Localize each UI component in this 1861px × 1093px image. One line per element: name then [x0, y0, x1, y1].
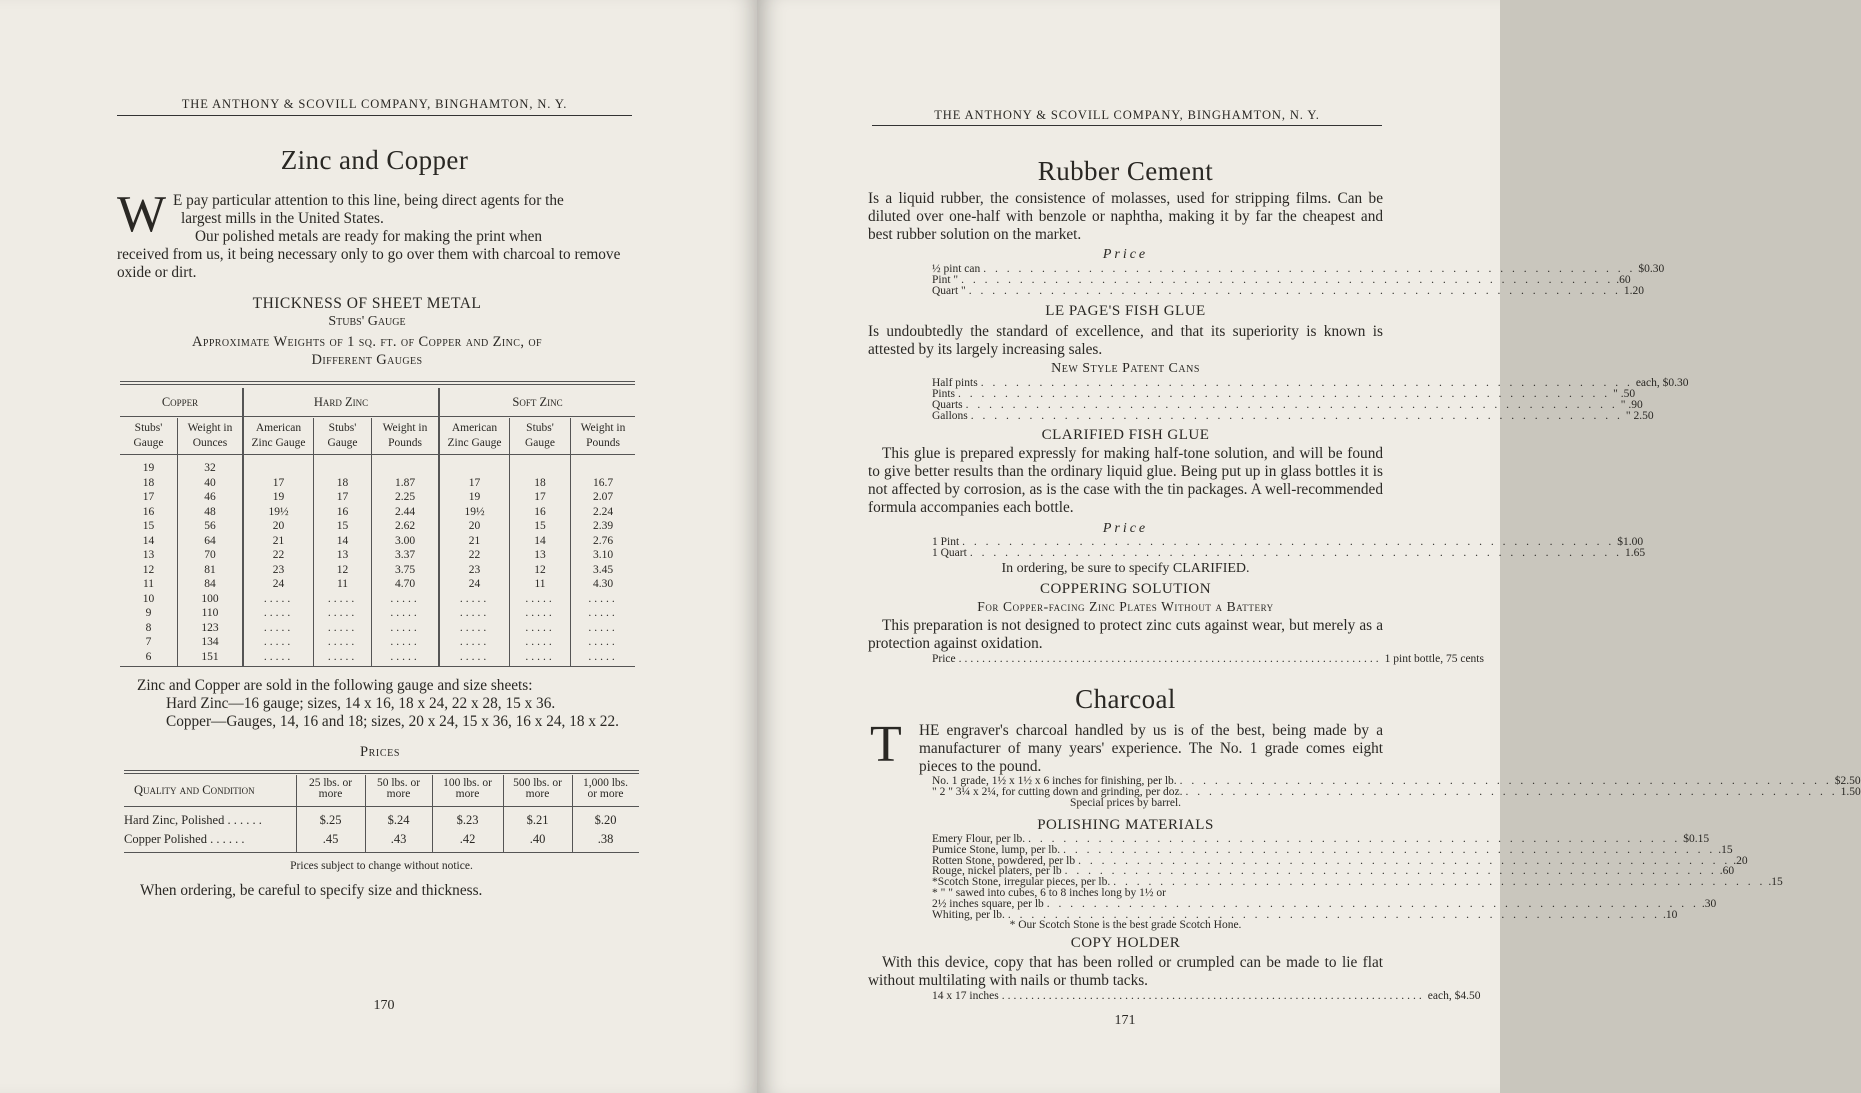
table-cell: .....: [459, 607, 490, 619]
table-cell: 11: [142, 578, 155, 590]
table-cell: 22: [468, 549, 481, 561]
table-row: [120, 607, 635, 621]
charcoal-title: Charcoal: [1075, 684, 1176, 714]
table-cell: .....: [390, 636, 420, 648]
table-cell: 18: [336, 476, 349, 489]
table-cell: 2.25: [394, 491, 416, 503]
table-cell: .40: [529, 832, 546, 846]
table-cell: .....: [525, 621, 555, 634]
table-cell: 18: [534, 476, 546, 489]
polishing-note: * Our Scotch Stone is the best grade Scotch Hone.: [1009, 919, 1242, 931]
approx-weights-line-1: Approximate Weights of 1 sq. ft. of Copper and Zinc, of: [192, 334, 542, 350]
table-cell: 13: [336, 549, 349, 561]
table-cell: .....: [263, 592, 294, 605]
table-cell: 14: [336, 534, 349, 547]
table-cell: 3.00: [394, 534, 416, 547]
table-cell: 21: [468, 534, 481, 547]
table-cell: 16: [142, 505, 155, 518]
table-cell: 70: [204, 549, 216, 561]
table-cell: 17: [336, 491, 349, 503]
col-header: Weight in Ounces: [187, 422, 233, 449]
col-header: Weight in Pounds: [580, 422, 626, 449]
table-cell: 15: [142, 520, 155, 532]
copy-holder-text: With this device, copy that has been rolled or crumpled can be made to lie flat without multilating with nails or thumb tacks.: [868, 954, 1383, 990]
table-cell: 12: [534, 563, 546, 576]
price-label: Price: [1102, 521, 1149, 536]
table-cell: 17: [142, 491, 155, 503]
table-cell: 16: [534, 505, 546, 518]
table-cell: 9: [145, 607, 152, 619]
table-cell: 48: [204, 505, 216, 518]
table-cell: .38: [597, 832, 614, 846]
price-row: Quarts . . . . . . . . . . . . . . . . . . . . . . . . . . . . . . . . . . . . . . . . . . . . . . . . . . . . . . . . " .90: [932, 399, 1643, 411]
col-header: American Zinc Gauge: [251, 422, 306, 449]
drop-cap: W: [117, 186, 167, 243]
approx-weights-line-2: Different Gauges: [311, 352, 423, 368]
table-cell: 2.76: [592, 534, 614, 547]
table-cell: $.23: [456, 813, 479, 827]
hard-zinc-line: Hard Zinc—16 gauge; sizes, 14 x 16, 18 x 24, 22 x 28, 15 x 36.: [166, 695, 556, 712]
price-col-header: 25 lbs. or more: [308, 777, 353, 800]
table-cell: .....: [263, 636, 294, 648]
row-label: Hard Zinc, Polished . . . . . .: [124, 813, 262, 827]
table-cell: .....: [390, 650, 420, 663]
left-page: [0, 0, 757, 1093]
table-cell: .....: [588, 607, 618, 619]
table-cell: 10: [142, 592, 155, 605]
page-title: Zinc and Copper: [280, 145, 469, 175]
table-cell: 151: [201, 650, 219, 663]
intro-line-1: E pay particular attention to this line, being direct agents for the: [173, 192, 564, 209]
table-cell: .....: [525, 607, 555, 619]
table-cell: 11: [336, 578, 349, 590]
table-cell: 22: [272, 549, 285, 561]
table-cell: 100: [201, 592, 219, 605]
table-cell: 13: [534, 549, 546, 561]
table-cell: 16: [336, 505, 349, 518]
col-header: Stubs' Gauge: [133, 422, 164, 449]
price-row: Rouge, nickel platers, per lb . . . . . . . . . . . . . . . . . . . . . . . . . . . . . . . . . . . . . . . . . . . . . . . . . . . . . . . . .60: [932, 865, 1735, 878]
table-cell: 19: [272, 491, 285, 503]
table-cell: 8: [145, 621, 152, 634]
thickness-heading: THICKNESS OF SHEET METAL: [252, 295, 482, 312]
prices-heading: Prices: [359, 744, 400, 760]
table-cell: .....: [459, 592, 490, 605]
sold-line: Zinc and Copper are sold in the following gauge and size sheets:: [137, 677, 533, 694]
table-row: [120, 622, 635, 636]
price-row: 1 Pint . . . . . . . . . . . . . . . . . . . . . . . . . . . . . . . . . . . . . . . . . . . . . . . . . . . . . . . . $1.00: [932, 536, 1644, 548]
table-cell: 16.7: [592, 476, 614, 489]
charcoal-text: HE engraver's charcoal handled by us is of the best, being made by a manufacturer of many years' experience. The No. 1 grade comes eight pieces to the pound.: [919, 722, 1383, 776]
col-header: Weight in Pounds: [382, 422, 428, 449]
table-row: [120, 535, 635, 549]
rubber-price-list: [932, 263, 1665, 297]
polishing-heading: POLISHING MATERIALS: [1037, 817, 1214, 833]
table-cell: .....: [588, 592, 618, 605]
price-col-header: 500 lbs. or more: [513, 777, 562, 800]
price-row: *Scotch Stone, irregular pieces, per lb. . . . . . . . . . . . . . . . . . . . . . . . . . . . . . . . . . . . . . . . . . . . . . . . . . . . . . . . . .15: [932, 876, 1783, 889]
table-cell: 15: [336, 520, 349, 532]
table-cell: .....: [263, 650, 294, 663]
table-cell: 23: [272, 563, 285, 576]
charcoal-price-list: [932, 775, 1861, 798]
table-row: [120, 578, 635, 592]
table-cell: 24: [272, 578, 285, 590]
price-col-header: 50 lbs. or more: [376, 777, 421, 800]
table-cell: 20: [272, 520, 285, 532]
table-row: [120, 520, 635, 534]
table-row: [120, 593, 635, 607]
price-row: ½ pint can . . . . . . . . . . . . . . . . . . . . . . . . . . . . . . . . . . . . . . . . . . . . . . . . . . . . . . . . $0.30: [932, 263, 1665, 275]
running-header: THE ANTHONY & SCOVILL COMPANY, BINGHAMTON, N. Y.: [934, 108, 1320, 122]
copy-holder-price-row: 14 x 17 inches ........................................................................ each, $4.50: [932, 990, 1481, 1002]
table-row: [120, 651, 635, 665]
table-cell: .....: [263, 621, 294, 634]
table-cell: 19: [142, 462, 155, 474]
table-row: [120, 506, 635, 520]
right-page: [757, 0, 1861, 1093]
price-row: Pumice Stone, lump, per lb. . . . . . . . . . . . . . . . . . . . . . . . . . . . . . . . . . . . . . . . . . . . . . . . . . . . . . . . . .15: [932, 843, 1733, 856]
clarified-price-list: [932, 536, 1646, 559]
table-cell: 2.62: [394, 520, 416, 532]
price-row: Quart " . . . . . . . . . . . . . . . . . . . . . . . . . . . . . . . . . . . . . . . . . . . . . . . . . . . . . . . . 1.20: [932, 285, 1645, 297]
table-cell: 2.44: [394, 505, 416, 518]
new-style-heading: New Style Patent Cans: [1051, 361, 1200, 376]
price-row: Gallons . . . . . . . . . . . . . . . . . . . . . . . . . . . . . . . . . . . . . . . . . . . . . . . . . . . . . . . . " 2.50: [932, 410, 1654, 422]
table-cell: .....: [525, 636, 555, 648]
table-cell: 14: [534, 534, 546, 547]
table-cell: 11: [534, 578, 546, 590]
table-cell: 4.30: [592, 578, 614, 590]
price-row: Pint " . . . . . . . . . . . . . . . . . . . . . . . . . . . . . . . . . . . . . . . . . . . . . . . . . . . . . . . . .60: [932, 274, 1631, 286]
table-cell: .....: [327, 607, 358, 619]
header-rule: [872, 125, 1382, 126]
table-cell: 17: [534, 491, 546, 503]
table-cell: .....: [588, 636, 618, 648]
table-cell: .....: [390, 607, 420, 619]
lepage-price-list: [932, 377, 1689, 422]
lepage-heading: LE PAGE'S FISH GLUE: [1045, 303, 1206, 319]
table-cell: 3.10: [592, 549, 614, 561]
table-cell: 134: [201, 636, 219, 648]
copper-line: Copper—Gauges, 14, 16 and 18; sizes, 20 x 24, 15 x 36, 16 x 24, 18 x 22.: [166, 713, 619, 730]
table-cell: 32: [204, 462, 216, 474]
table-cell: .45: [322, 832, 339, 846]
intro-para-2-rest: received from us, it being necessary only to go over them with charcoal to remove oxide or dirt.: [117, 246, 621, 282]
table-row: [120, 549, 635, 563]
table-cell: $.20: [594, 813, 617, 827]
price-col-header: 100 lbs. or more: [443, 777, 492, 800]
table-cell: .....: [390, 621, 420, 634]
table-row: [120, 491, 635, 505]
table-cell: 64: [204, 534, 216, 547]
group-soft-zinc: Soft Zinc: [512, 395, 563, 409]
table-cell: 17: [272, 476, 285, 489]
table-cell: 81: [204, 563, 216, 576]
table-cell: 3.75: [394, 563, 416, 576]
col-header: Stubs' Gauge: [524, 422, 555, 449]
rubber-cement-text: Is a liquid rubber, the consistence of molasses, used for stripping films. Can be diluted over one-half with benzole or naphtha, making it by far the cheapest and best rubber solution on the market.: [868, 190, 1383, 244]
quality-header: Quality and Condition: [134, 783, 255, 797]
table-cell: $.24: [387, 813, 410, 827]
table-cell: 110: [201, 607, 219, 619]
table-cell: .....: [327, 592, 358, 605]
clarified-note: In ordering, be sure to specify CLARIFIED.: [1001, 561, 1250, 576]
drop-cap: T: [870, 716, 902, 773]
table-cell: 56: [204, 520, 216, 532]
stubs-gauge-subheading: Stubs' Gauge: [328, 314, 406, 329]
table-cell: 14: [142, 534, 155, 547]
price-row: Whiting, per lb. . . . . . . . . . . . . . . . . . . . . . . . . . . . . . . . . . . . . . . . . . . . . . . . . . . . . . . . . .10: [932, 908, 1678, 921]
coppering-price-row: Price ........................................................................ 1 pint bottle, 75 cents: [932, 653, 1484, 665]
table-cell: .....: [327, 650, 358, 663]
table-cell: $.25: [319, 813, 342, 827]
table-cell: 3.37: [394, 549, 416, 561]
table-cell: 4.70: [394, 578, 416, 590]
table-cell: 21: [272, 534, 285, 547]
table-cell: 18: [142, 476, 155, 489]
clarified-heading: CLARIFIED FISH GLUE: [1041, 427, 1210, 443]
price-row: Pints . . . . . . . . . . . . . . . . . . . . . . . . . . . . . . . . . . . . . . . . . . . . . . . . . . . . . . . . " .50: [932, 388, 1636, 400]
col-header: American Zinc Gauge: [447, 422, 502, 449]
charcoal-special: Special prices by barrel.: [1069, 797, 1182, 809]
copy-holder-heading: COPY HOLDER: [1070, 935, 1181, 951]
header-rule: [117, 115, 632, 116]
row-label: Copper Polished . . . . . .: [124, 832, 245, 846]
table-cell: 123: [201, 621, 219, 634]
table-cell: .....: [525, 592, 555, 605]
table-row: [120, 564, 635, 578]
price-row: Half pints . . . . . . . . . . . . . . . . . . . . . . . . . . . . . . . . . . . . . . . . . . . . . . . . . . . . . . . . each, $0.30: [932, 377, 1689, 389]
table-cell: .....: [390, 592, 420, 605]
table-cell: 17: [468, 476, 481, 489]
table-cell: .....: [327, 636, 358, 648]
table-cell: 19½: [268, 505, 289, 518]
table-cell: 23: [468, 563, 481, 576]
clarified-text: This glue is prepared expressly for making half-tone solution, and will be found to give better results than the ordinary liquid glue. Being put up in glass bottles it is not affected by corrosion, as is the case with the tin packages. A well-recommended formula accompanies each bottle.: [868, 445, 1383, 517]
table-cell: 24: [468, 578, 481, 590]
group-copper: Copper: [161, 395, 199, 409]
coppering-heading: COPPERING SOLUTION: [1039, 581, 1212, 597]
table-cell: .....: [327, 621, 358, 634]
table-cell: 2.07: [592, 491, 614, 503]
table-row: [120, 636, 635, 650]
table-cell: 15: [534, 520, 546, 532]
page-number: 171: [1114, 1013, 1136, 1028]
table-row: [120, 477, 635, 491]
price-row: * " " sawed into cubes, 6 to 8 inches long by 1½ or: [932, 886, 1166, 899]
table-cell: .43: [390, 832, 407, 846]
page-number: 170: [373, 998, 395, 1013]
price-row: No. 1 grade, 1½ x 1½ x 6 inches for finishing, per lb. . . . . . . . . . . . . . . . . . . . . . . . . . . . . . . . . . . . . . . . . . . . . . . . . . . . . . . . . $2.50: [932, 775, 1861, 787]
table-cell: 12: [142, 563, 155, 576]
table-cell: 13: [142, 549, 155, 561]
table-cell: .....: [459, 636, 490, 648]
table-cell: 46: [204, 491, 216, 503]
price-row: Emery Flour, per lb. . . . . . . . . . . . . . . . . . . . . . . . . . . . . . . . . . . . . . . . . . . . . . . . . . . . . . . . . $0.15: [932, 833, 1710, 845]
group-hard-zinc: Hard Zinc: [313, 395, 369, 409]
table-cell: 19: [468, 491, 481, 503]
coppering-subheading: For Copper-facing Zinc Plates Without a Battery: [977, 599, 1274, 614]
table-cell: 2.24: [592, 505, 614, 518]
polishing-price-list: [932, 833, 1783, 921]
price-label: Price: [1102, 247, 1149, 262]
table-cell: 19½: [464, 505, 485, 518]
price-row: 1 Quart . . . . . . . . . . . . . . . . . . . . . . . . . . . . . . . . . . . . . . . . . . . . . . . . . . . . . . . . 1.65: [932, 547, 1646, 559]
table-cell: .....: [588, 621, 618, 634]
intro-para-2-line-1: Our polished metals are ready for making the print when: [195, 228, 543, 245]
running-header: THE ANTHONY & SCOVILL COMPANY, BINGHAMTON, N. Y.: [181, 97, 568, 111]
price-row: " 2 " 3¼ x 2¼, for cutting down and grinding, per doz. . . . . . . . . . . . . . . . . . . . . . . . . . . . . . . . . . . . . . . . . . . . . . . . . . . . . . . . . 1.50: [932, 786, 1861, 798]
table-cell: 6: [145, 650, 152, 663]
col-header: Stubs' Gauge: [327, 422, 358, 449]
table-cell: 3.45: [592, 563, 614, 576]
table-cell: 84: [204, 578, 216, 590]
price-col-header: 1,000 lbs. or more: [582, 777, 629, 800]
table-cell: 2.39: [592, 520, 614, 532]
table-cell: .42: [459, 832, 476, 846]
table-cell: .....: [459, 621, 490, 634]
table-cell: .....: [588, 650, 618, 663]
table-cell: .....: [263, 607, 294, 619]
table-cell: .....: [459, 650, 490, 663]
table-cell: .....: [525, 650, 555, 663]
table-cell: 12: [336, 563, 349, 576]
intro-line-2: largest mills in the United States.: [181, 210, 384, 227]
table-row: [120, 462, 635, 476]
ordering-note: When ordering, be careful to specify size and thickness.: [140, 882, 483, 899]
price-row: 2½ inches square, per lb . . . . . . . . . . . . . . . . . . . . . . . . . . . . . . . . . . . . . . . . . . . . . . . . . . . . . . . . .30: [932, 897, 1717, 910]
table-cell: $.21: [526, 813, 549, 827]
price-row: Rotten Stone, powdered, per lb . . . . . . . . . . . . . . . . . . . . . . . . . . . . . . . . . . . . . . . . . . . . . . . . . . . . . . . . .20: [932, 854, 1748, 867]
table-cell: 20: [468, 520, 481, 532]
rubber-cement-title: Rubber Cement: [1037, 156, 1214, 186]
prices-note: Prices subject to change without notice.: [290, 860, 473, 872]
table-cell: 7: [145, 636, 152, 648]
table-cell: 1.87: [394, 476, 416, 489]
table-cell: 40: [204, 476, 216, 489]
lepage-text: Is undoubtedly the standard of excellence, and that its superiority is known is attested by its largely increasing sales.: [868, 323, 1383, 359]
coppering-text: This preparation is not designed to protect zinc cuts against wear, but merely as a protection against oxidation.: [868, 617, 1383, 653]
